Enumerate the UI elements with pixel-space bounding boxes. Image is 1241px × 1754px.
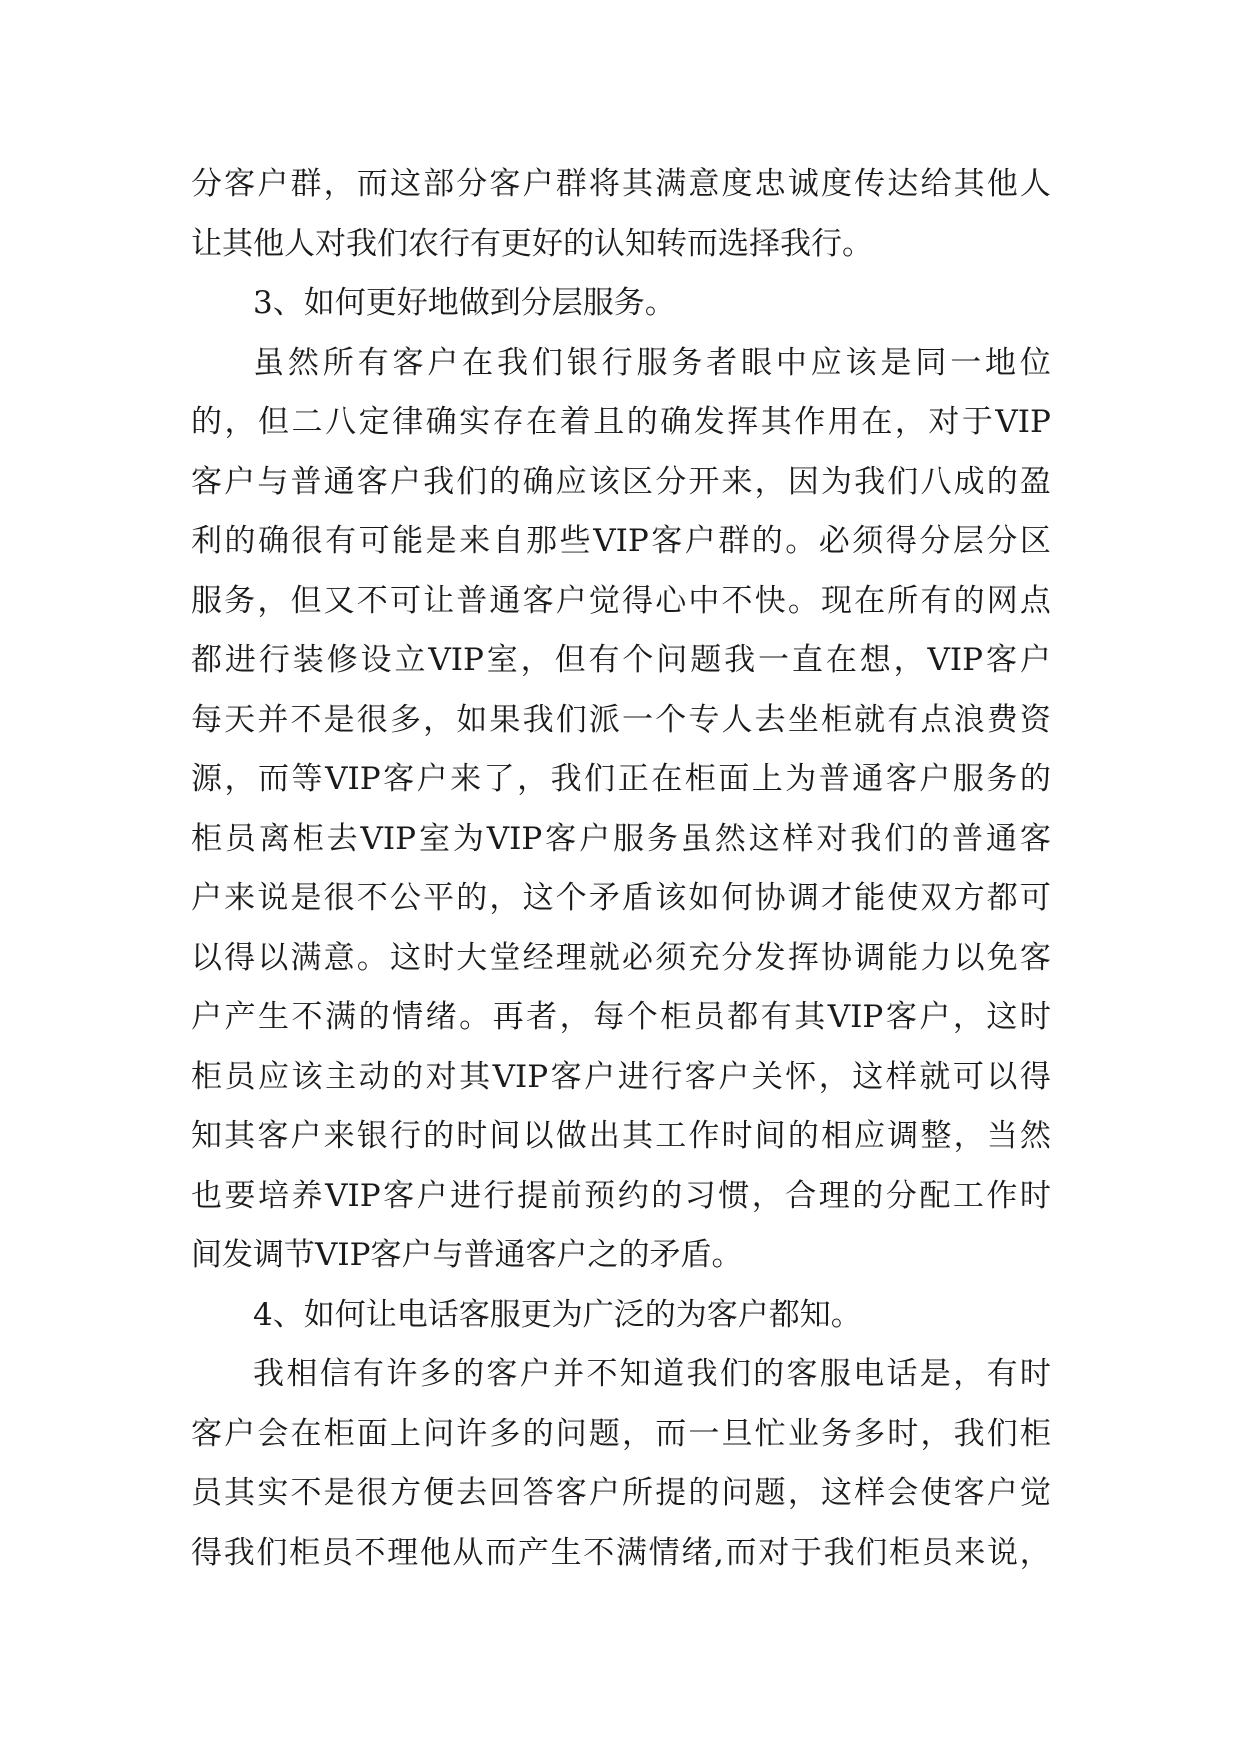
- text-line: 让其他人对我们农行有更好的认知转而选择我行。: [191, 225, 873, 262]
- text-line: 得 我 们 柜 员 不 理 他 从 而 产 生 不 满 情 绪 , 而 对 于 我 们 柜 员 来 说 ，: [191, 1534, 1051, 1571]
- text-line: 分 客 户 群 ， 而 这 部 分 客 户 群 将 其 满 意 度 忠 诚 度 传 达 给 其 他 人: [191, 166, 1051, 202]
- text-line: 客 户 会 在 柜 面 上 问 许 多 的 问 题 ， 而 一 旦 忙 业 务 多 时 ， 我 们 柜: [191, 1415, 1051, 1452]
- text-line: 柜 员 离 柜 去 VIP 室 为 VIP 客 户 服 务 虽 然 这 样 对 我 们 的 普 通 客: [191, 820, 1051, 857]
- text-line: 都 进 行 装 修 设 立 VIP 室 ， 但 有 个 问 题 我 一 直 在 想 ， VIP 客 户: [191, 642, 1051, 678]
- text-line: 知 其 客 户 来 银 行 的 时 间 以 做 出 其 工 作 时 间 的 相 应 调 整 ， 当 然: [191, 1118, 1051, 1154]
- text-line: 户 来 说 是 很 不 公 平 的 ， 这 个 矛 盾 该 如 何 协 调 才 能 使 双 方 都 可: [191, 880, 1051, 916]
- section-heading: 3、如何更好地做到分层服务。: [253, 285, 676, 321]
- text-line: 我 相 信 有 许 多 的 客 户 并 不 知 道 我 们 的 客 服 电 话 是 ， 有 时: [253, 1356, 1051, 1392]
- text-line: 服 务 ， 但 又 不 可 让 普 通 客 户 觉 得 心 中 不 快 。 现 在 所 有 的 网 点: [191, 582, 1051, 619]
- text-line: 客 户 与 普 通 客 户 我 们 的 确 应 该 区 分 开 来 ， 因 为 我 们 八 成 的 盈: [191, 463, 1051, 500]
- text-line: 源 ， 而 等 VIP 客 户 来 了 ， 我 们 正 在 柜 面 上 为 普 通 客 户 服 务 的: [191, 761, 1051, 797]
- text-line: 间发调节VIP客户与普通客户之的矛盾。: [191, 1237, 743, 1273]
- text-line: 户 产 生 不 满 的 情 绪 。 再 者 ， 每 个 柜 员 都 有 其 VIP 客 户 ， 这 时: [191, 999, 1051, 1035]
- text-line: 每 天 并 不 是 很 多 ， 如 果 我 们 派 一 个 专 人 去 坐 柜 就 有 点 浪 费 资: [191, 701, 1051, 738]
- text-line: 以 得 以 满 意 。 这 时 大 堂 经 理 就 必 须 充 分 发 挥 协 调 能 力 以 免 客: [191, 939, 1051, 976]
- text-line: 利 的 确 很 有 可 能 是 来 自 那 些 VIP 客 户 群 的 。 必 须 得 分 层 分 区: [191, 523, 1051, 559]
- text-line: 也 要 培 养 VIP 客 户 进 行 提 前 预 约 的 习 惯 ， 合 理 的 分 配 工 作 时: [191, 1177, 1051, 1214]
- document-body: [191, 155, 1051, 1583]
- text-line: 员 其 实 不 是 很 方 便 去 回 答 客 户 所 提 的 问 题 ， 这 样 会 使 客 户 觉: [191, 1475, 1051, 1511]
- text-line: 虽 然 所 有 客 户 在 我 们 银 行 服 务 者 眼 中 应 该 是 同 一 地 位: [253, 344, 1051, 381]
- section-heading: 4、如何让电话客服更为广泛的为客户都知。: [253, 1296, 862, 1333]
- text-line: 的 ， 但 二 八 定 律 确 实 存 在 着 且 的 确 发 挥 其 作 用 在 ， 对 于 VIP: [191, 404, 1051, 440]
- text-line: 柜 员 应 该 主 动 的 对 其 VIP 客 户 进 行 客 户 关 怀 ， 这 样 就 可 以 得: [191, 1058, 1051, 1095]
